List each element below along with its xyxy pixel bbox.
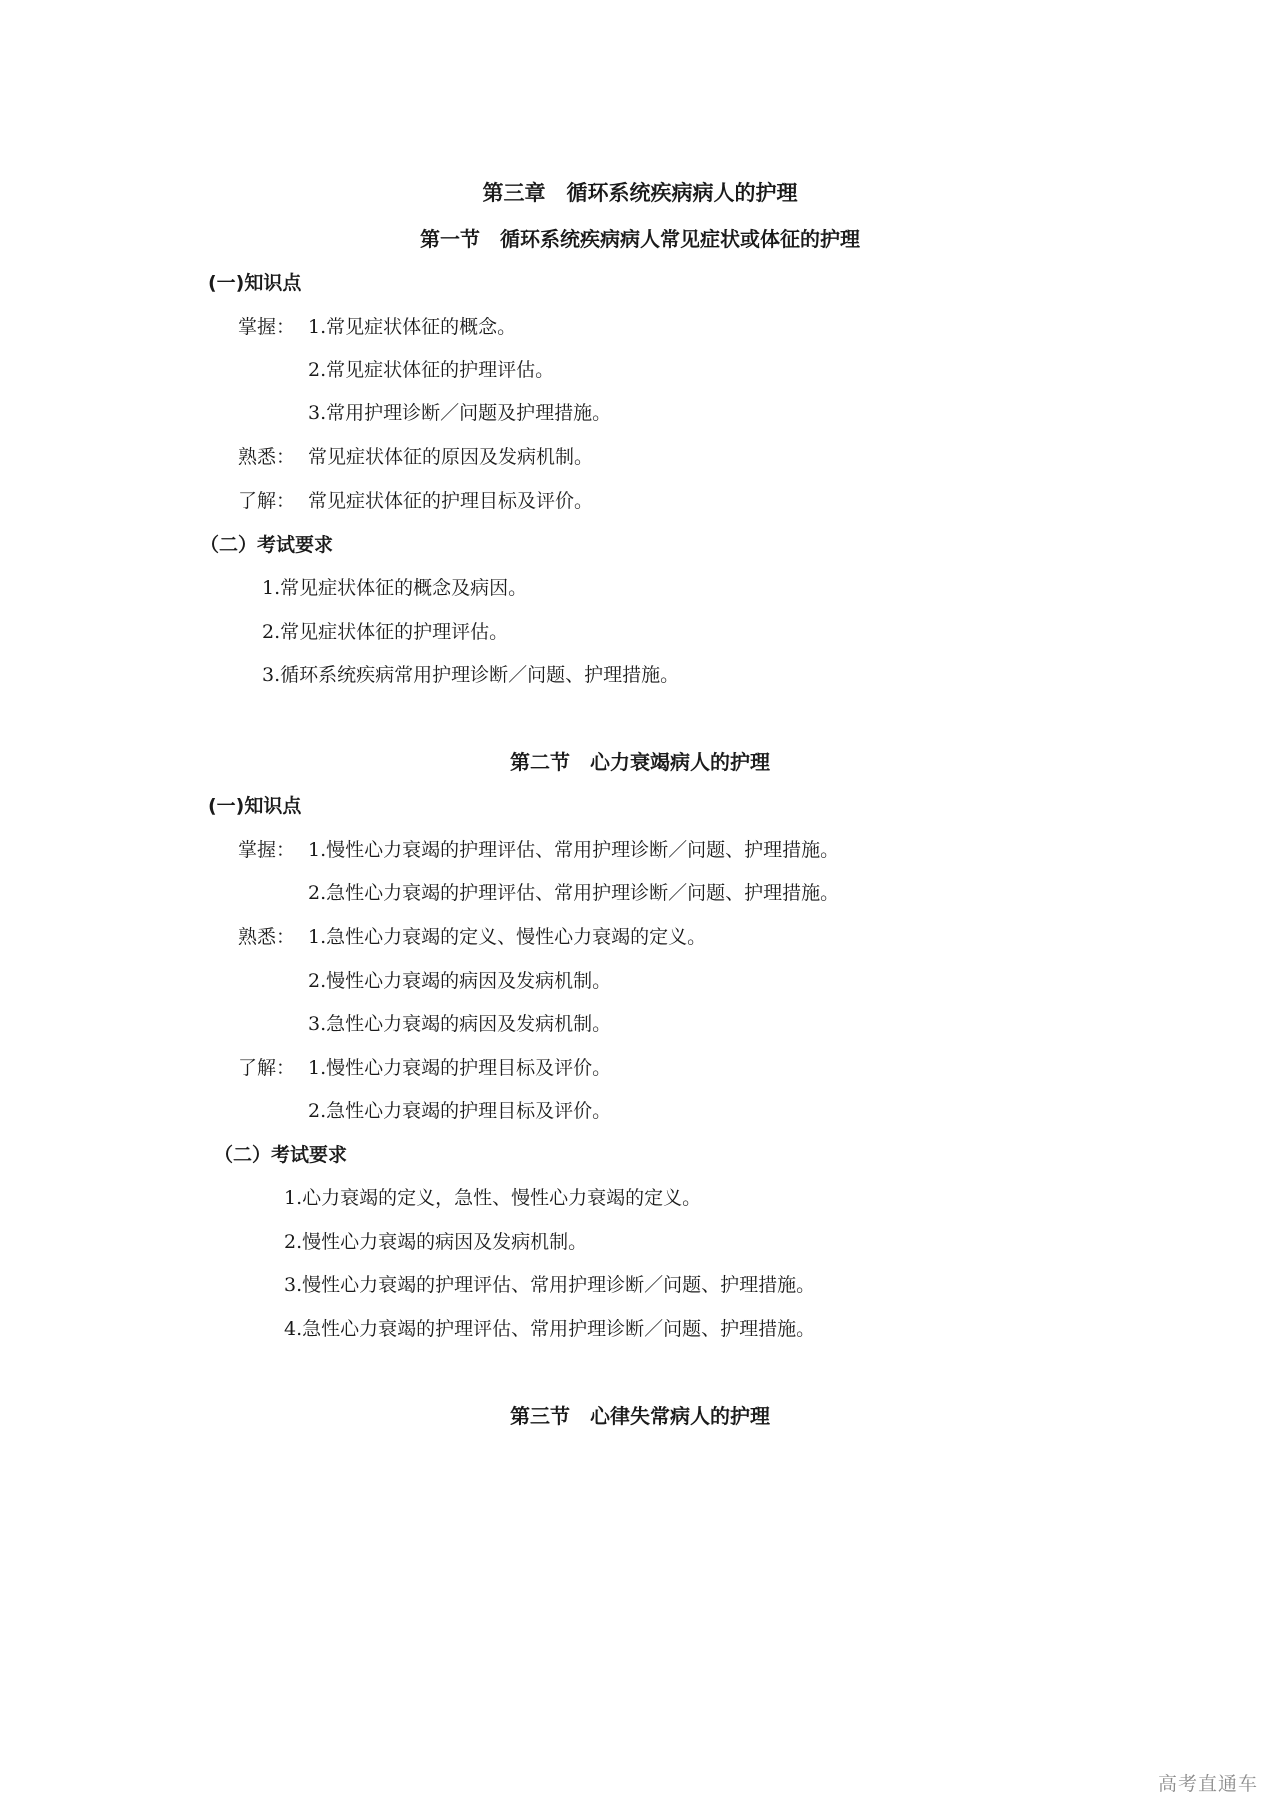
section-1-master-label: 掌握： (238, 316, 296, 338)
section-2-exam-item: 1.心力衰竭的定义，急性、慢性心力衰竭的定义。 (284, 1187, 702, 1209)
section-1-master-item: 2.常见症状体征的护理评估。 (308, 359, 555, 381)
section-2-exam-item: 4.急性心力衰竭的护理评估、常用护理诊断／问题、护理措施。 (284, 1318, 816, 1340)
section-2-familiar-label: 熟悉： (238, 926, 296, 948)
section-1-exam-item: 1.常见症状体征的概念及病因。 (262, 577, 528, 599)
section-2-exam-item: 3.慢性心力衰竭的护理评估、常用护理诊断／问题、护理措施。 (284, 1274, 816, 1296)
section-2-familiar-item: 1.急性心力衰竭的定义、慢性心力衰竭的定义。 (308, 926, 707, 948)
section-1-exam-heading: （二）考试要求 (200, 534, 334, 556)
section-1-understand-label: 了解： (238, 490, 296, 512)
section-1-familiar-item: 常见症状体征的原因及发病机制。 (308, 446, 594, 468)
section-2-knowledge-heading: (一)知识点 (208, 795, 302, 817)
section-1-knowledge-heading: (一)知识点 (208, 272, 302, 294)
section-2-understand-item: 2.急性心力衰竭的护理目标及评价。 (308, 1100, 612, 1122)
section-2-exam-heading: （二）考试要求 (214, 1144, 348, 1166)
section-1-exam-item: 3.循环系统疾病常用护理诊断／问题、护理措施。 (262, 664, 680, 686)
section-2-master-label: 掌握： (238, 839, 296, 861)
section-2-understand-item: 1.慢性心力衰竭的护理目标及评价。 (308, 1057, 612, 1079)
section-2-master-item: 1.慢性心力衰竭的护理评估、常用护理诊断／问题、护理措施。 (308, 839, 840, 861)
section-1-title: 第一节 循环系统疾病病人常见症状或体征的护理 (420, 227, 860, 251)
section-2-master-item: 2.急性心力衰竭的护理评估、常用护理诊断／问题、护理措施。 (308, 882, 840, 904)
section-1-understand-item: 常见症状体征的护理目标及评价。 (308, 490, 594, 512)
section-1-familiar-label: 熟悉： (238, 446, 296, 468)
section-2-understand-label: 了解： (238, 1057, 296, 1079)
section-2-title: 第二节 心力衰竭病人的护理 (510, 750, 770, 774)
section-2-exam-item: 2.慢性心力衰竭的病因及发病机制。 (284, 1231, 588, 1253)
section-1-exam-item: 2.常见症状体征的护理评估。 (262, 621, 509, 643)
section-2-familiar-item: 3.急性心力衰竭的病因及发病机制。 (308, 1013, 612, 1035)
section-2-familiar-item: 2.慢性心力衰竭的病因及发病机制。 (308, 970, 612, 992)
section-1-master-item: 3.常用护理诊断／问题及护理措施。 (308, 402, 612, 424)
section-3-title: 第三节 心律失常病人的护理 (510, 1404, 770, 1428)
watermark: 高考直通车 (1157, 1773, 1258, 1795)
section-1-master-item: 1.常见症状体征的概念。 (308, 316, 517, 338)
chapter-title: 第三章 循环系统疾病病人的护理 (482, 181, 798, 205)
